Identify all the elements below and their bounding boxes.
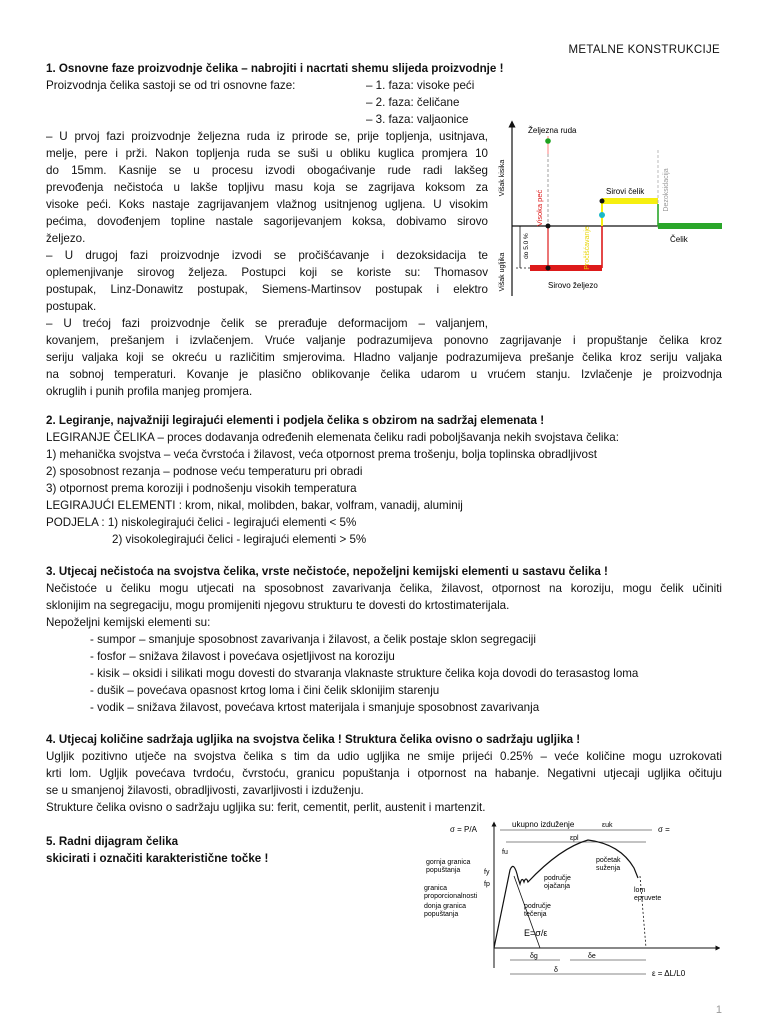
eps-plastic-label: εpl — [570, 835, 579, 842]
section-2-title: 2. Legiranje, najvažniji legirajući elementi i podjela čelika s obzirom na sadržaj elemenata ! — [46, 414, 545, 427]
paragraph-line: postupak, Linz-Donawitz postupak, Siemens-Martinsov postupak i elektro — [46, 283, 488, 296]
label-raw-steel: Sirovi čelik — [606, 187, 645, 196]
label-steel: Čelik — [670, 235, 688, 244]
paragraph-line: sklonijim na segregaciju, mogu promijeniti njegovu strukturu te dovesti do krtostimaterijala. — [46, 599, 510, 612]
section-1-title: 1. Osnovne faze proizvodnje čelika – nabrojiti i nacrtati shemu slijeda proizvodnje ! — [46, 62, 504, 75]
paragraph-line: kovanjem, prešanjem i izvlačenjem. Vruće valjanje podrazumijeva ponovno zagrijavanje i propuštanje čelika kroz — [46, 334, 722, 347]
phase-3: – 3. faza: valjaonice — [366, 113, 469, 126]
paragraph-line: na sobnoj temperaturi. Kovanje je plasično oblikovanje čelika udarom u vrućem stanju. Izvlačenje je proizvodnja — [46, 368, 722, 381]
section-3 — [46, 563, 722, 716]
yield-region-label: područje — [524, 903, 551, 910]
svg-text:popuštanja: popuštanja — [424, 911, 459, 918]
svg-text:epruvete: epruvete — [634, 895, 662, 902]
modulus-label: E=σ/ε — [524, 928, 548, 938]
svg-text:proporcionalnosti: proporcionalnosti — [424, 893, 478, 900]
svg-text:suženja: suženja — [596, 865, 621, 872]
intro-text: Proizvodnja čelika sastoji se od tri osnovne faze: — [46, 79, 296, 92]
paragraph-line: se u smanjenoj žilavosti, obradljivosti, zavarljivosti i izduženju. — [46, 784, 364, 797]
running-header: METALNE KONSTRUKCIJE — [568, 44, 720, 56]
paragraph-line: željezo. — [46, 232, 86, 245]
section-5 — [46, 833, 406, 867]
paragraph-line: 2) visokolegirajući čelici - legirajući elementi > 5% — [112, 533, 367, 546]
phase-2: – 2. faza: čeličane — [366, 96, 460, 109]
paragraph-line: – U trećoj fazi proizvodnje čelik se prerađuje deformacijom – valjanjem, — [46, 317, 488, 330]
steel-production-scheme — [494, 120, 726, 304]
axis-label-carbon: Višak ugljika — [499, 252, 506, 292]
total-elongation-label: ukupno izduženje — [512, 820, 575, 829]
label-deoxidation: Dezoksidacija — [663, 168, 670, 212]
eps-total-label: εuk — [602, 822, 613, 829]
pig-iron-bar — [530, 265, 602, 271]
section-2 — [46, 412, 722, 548]
fp-label: fp — [484, 881, 490, 888]
strain-formula: ε = ΔL/L0 — [652, 969, 686, 978]
delta-e-label: δe — [588, 953, 596, 960]
paragraph-line: prevođenja nečistoća u lakše topljivu masu koja se zagrijava koksom za — [46, 181, 488, 194]
paragraph-line: oplemenjivanje sirovog željeza. Postupci koji se koriste su: Thomasov — [46, 266, 488, 279]
label-iron-ore: Željezna ruda — [528, 126, 577, 135]
fracture-label: lom — [634, 887, 646, 894]
section-5-subtitle: skicirati i označiti karakteristične točke ! — [46, 852, 269, 865]
paragraph-line: Nepoželjni kemijski elementi su: — [46, 616, 211, 629]
phase-1: – 1. faza: visoke peći — [366, 79, 475, 92]
svg-text:popuštanja: popuštanja — [426, 867, 461, 874]
impurity-item: - dušik – povećava opasnost krtog loma i čini čelik sklonijim starenju — [90, 684, 440, 697]
impurity-item: - vodik – snižava žilavost, povećava krtost materijala i smanjuje sposobnost zavarivanja — [90, 701, 540, 714]
hardening-label: područje — [544, 875, 571, 882]
delta-label: δ — [554, 967, 558, 974]
paragraph-line: krti lom. Ugljik povećava tvrdoću, čvrstoću, granicu popuštanja i otpornost na habanje. Negativni utjecaji ugljika očituju — [46, 767, 722, 780]
proportional-limit-label: granica — [424, 885, 447, 892]
axis-label-oxygen: Višak kisika — [499, 159, 506, 197]
paragraph-line: 2) sposobnost rezanja – podnose veću temperaturu pri obradi — [46, 465, 363, 478]
paragraph-line: Strukture čelika ovisno o sadržaju ugljika su: ferit, cementit, perlit, austenit i martenzit. — [46, 801, 486, 814]
sigma-label: σ = P/A — [450, 825, 477, 834]
necking-label: početak — [596, 857, 621, 864]
svg-text:ojačanja: ojačanja — [544, 883, 571, 890]
sigma-label-right: σ = — [658, 825, 670, 834]
impurity-item: - kisik – oksidi i silikati mogu dovesti do stvaranja vlaknaste strukture čelika koja dovodi do terasastog loma — [90, 667, 639, 680]
upper-yield-label: gornja granica — [426, 859, 471, 866]
steel-bar — [658, 223, 722, 229]
paragraph-line: Nečistoće u čeliku mogu utjecati na sposobnost zavarivanja čelika, žilavost, otpornost na koroziju, mogu čelik učiniti — [46, 582, 722, 595]
label-blast-furnace: Visoka peć — [535, 189, 544, 227]
paragraph-line: 3) otpornost prema koroziji i podnošenju visokih temperatura — [46, 482, 357, 495]
label-pig-iron: Sirovo željezo — [548, 281, 598, 290]
paragraph-line: postupak. — [46, 300, 97, 313]
raw-steel-bar — [602, 198, 658, 204]
impurity-item: - fosfor – snižava žilavost i povećava osjetljivost na koroziju — [90, 650, 395, 663]
paragraph-line: do 15mm. Kasnije se u procesu izvodi obogaćivanje rude radi lakšeg — [46, 164, 488, 177]
fy-label: fy — [484, 869, 490, 876]
carbon-limit-label: do 5.0 % — [523, 233, 530, 259]
section-4-title: 4. Utjecaj količine sadržaja ugljika na svojstva čelika ! Struktura čelika ovisno o sadržaju ugljika ! — [46, 733, 581, 746]
ore-marker — [545, 138, 551, 144]
paragraph-line: visoke peći. Koks nastaje zagrijavanjem vlažnog usitnjenog ugljena. U visokim — [46, 198, 488, 211]
paragraph-line: okruglih i punih profila manjeg promjera. — [46, 385, 253, 398]
paragraph-line: – U drugoj fazi proizvodnje izvodi se pročišćavanje i dezoksidacija te — [46, 249, 488, 262]
paragraph-line: PODJELA : 1) niskolegirajući čelici - legirajući elementi < 5% — [46, 516, 357, 529]
fu-label: fu — [502, 849, 508, 856]
stress-strain-diagram — [420, 818, 720, 986]
page-number: 1 — [715, 1004, 722, 1016]
paragraph-line: seriju valjaka koji se okreću u različitim smjerovima. Hladno valjanje podrazumijeva prešanje čelika kroz seriju valjaka — [46, 351, 722, 364]
impurity-item: - sumpor – smanjuje sposobnost zavarivanja i žilavost, a čelik postaje sklon segregaciji — [90, 633, 536, 646]
section-5-title: 5. Radni dijagram čelika — [46, 835, 179, 848]
delta-g-label: δg — [530, 953, 538, 960]
paragraph-line: 1) mehanička svojstva – veća čvrstoća i žilavost, veća otpornost prema trošenju, bolja toplinska obradljivost — [46, 448, 597, 461]
raw-steel-marker — [599, 212, 605, 218]
section-3-title: 3. Utjecaj nečistoća na svojstva čelika, vrste nečistoće, nepoželjni kemijski elementi u sastavu čelika ! — [46, 565, 608, 578]
paragraph-line: LEGIRAJUĆI ELEMENTI : krom, nikal, molibden, bakar, volfram, vanadij, aluminij — [46, 499, 463, 512]
svg-text:tečenja: tečenja — [524, 911, 547, 918]
paragraph-line: melje, pere i prži. Nakon topljenja ruda se suši u obliku kuglica promjera 10 — [46, 147, 488, 160]
paragraph-line: LEGIRANJE ČELIKA – proces dodavanja određenih elemenata čeliku radi poboljšavanja nekih svojstava čelika: — [46, 431, 619, 444]
paragraph-line: – U prvoj fazi proizvodnje željezna ruda iz prirode se, prije topljenja, usitnjava, — [46, 130, 488, 143]
paragraph-line: pećima, dovođenjem topline nastale sagorijevanjem koksa, dobivamo sirovo — [46, 215, 488, 228]
paragraph-line: Ugljik pozitivno utječe na svojstva čelika s tim da udio ugljika ne smije prijeći 0.25% – veće količine mogu uzrokovati — [46, 750, 722, 763]
lower-yield-label: donja granica — [424, 903, 467, 910]
section-4 — [46, 731, 722, 816]
label-purification: Pročišćavanje — [584, 226, 591, 270]
